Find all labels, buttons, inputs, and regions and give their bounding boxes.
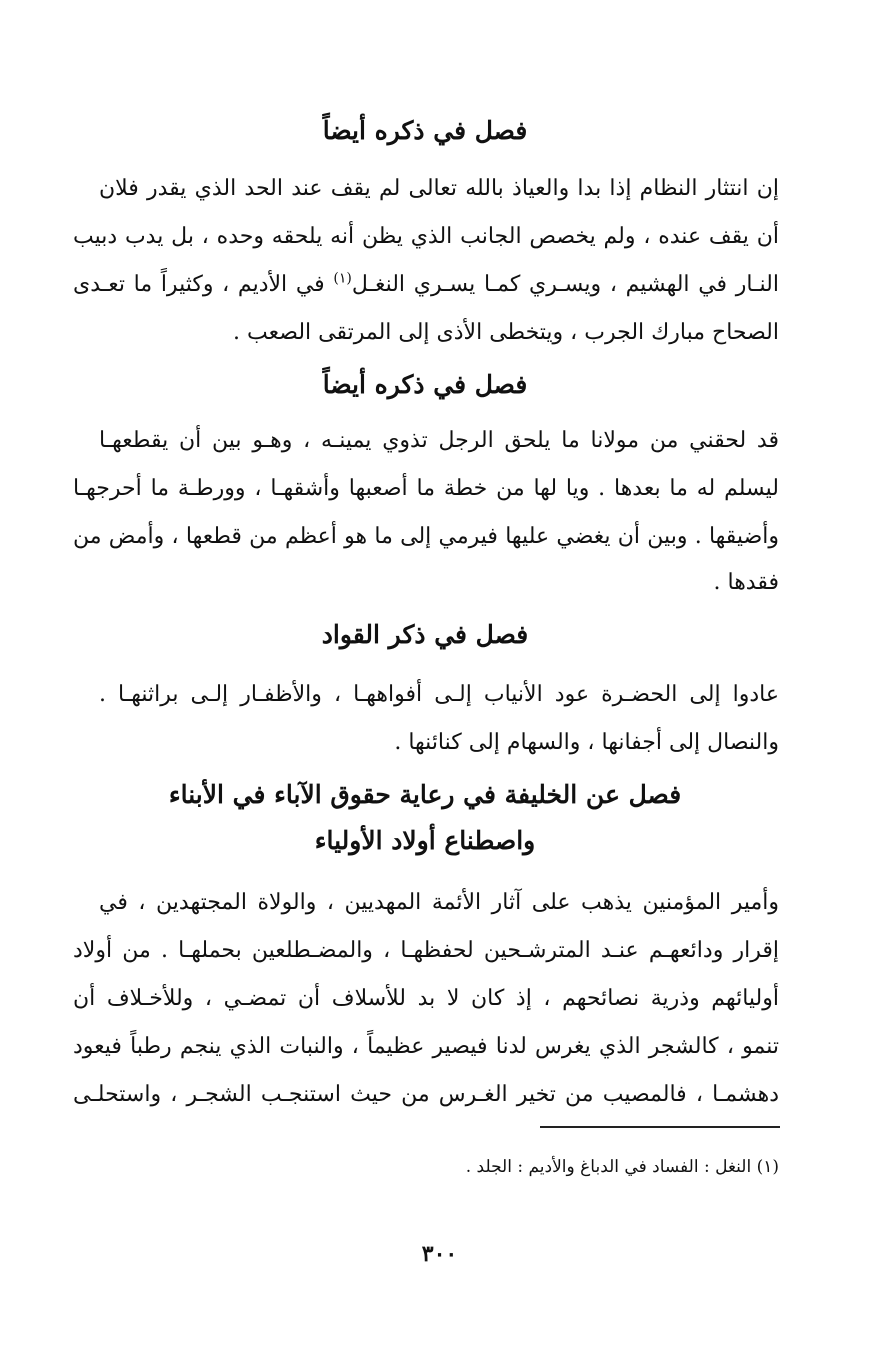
paragraph-line: دهشمـا ، فالمصيب من تخير الغـرس من حيث استنجـب الشجـر ، واستحلـى xyxy=(73,1082,779,1107)
paragraph-line: الصحاح مبارك الجرب ، ويتخطى الأذى إلى المرتقى الصعب . xyxy=(233,320,779,345)
footnote-marker: (١) xyxy=(333,270,352,287)
paragraph-line: وأضيقها . وبين أن يغضي عليها فيرمي إلى ما هو أعظم من قطعها ، وأمض من xyxy=(73,524,779,549)
section-heading: فصل عن الخليفة في رعاية حقوق الآباء في الأبناء xyxy=(168,780,682,809)
footnote-divider xyxy=(540,1126,780,1128)
section-heading: واصطناع أولاد الأولياء xyxy=(314,826,536,855)
page-number: ٣٠٠ xyxy=(421,1241,458,1267)
paragraph-line: وأمير المؤمنين يذهب على آثار الأئمة المهديين ، والولاة المجتهدين ، في xyxy=(99,890,779,915)
paragraph-line: أوليائهم وذرية نصائحهم ، إذ كان لا بد للأسلاف أن تمضـي ، وللأخـلاف أن xyxy=(73,986,779,1011)
paragraph-line: تنمو ، كالشجر الذي يغرس لدنا فيصير عظيماً ، والنبات الذي ينجم رطباً فيعود xyxy=(73,1034,779,1059)
paragraph-line: قد لحقني من مولانا ما يلحق الرجل تذوي يمينـه ، وهـو بين أن يقطعهـا xyxy=(99,428,779,453)
section-heading: فصل في ذكره أيضاً xyxy=(322,370,528,399)
section-heading: فصل في ذكره أيضاً xyxy=(322,116,528,145)
footnote: (١) النغل : الفساد في الدباغ والأديم : الجلد . xyxy=(465,1157,779,1177)
paragraph-line: إقرار ودائعهـم عنـد المترشـحين لحفظهـا ، والمضـطلعين بحملهـا . من أولاد xyxy=(73,938,779,963)
paragraph-line: أن يقف عنده ، ولم يخصص الجانب الذي يظن أنه يلحقه وحده ، بل يدب دبيب xyxy=(73,224,779,249)
line-text: في الأديم ، وكثيراً ما تعـدى xyxy=(73,272,334,297)
paragraph-line: والنصال إلى أجفانها ، والسهام إلى كنائنها . xyxy=(394,730,779,755)
paragraph-line: عادوا إلى الحضـرة عود الأنياب إلـى أفواههـا ، والأظفـار إلـى براثنهـا . xyxy=(99,682,779,707)
paragraph-line xyxy=(73,262,779,308)
paragraph-line: إن انتثار النظام إذا بدا والعياذ بالله تعالى لم يقف عند الحد الذي يقدر فلان xyxy=(99,176,779,201)
paragraph-line: ليسلم له ما بعدها . ويا لها من خطة ما أصعبها وأشقهـا ، وورطـة ما أحرجهـا xyxy=(73,476,779,501)
line-text: النـار في الهشيم ، ويسـري كمـا يسـري النغـل xyxy=(351,272,779,297)
paragraph-line: فقدها . xyxy=(713,570,779,595)
section-heading: فصل في ذكر القواد xyxy=(321,620,529,649)
